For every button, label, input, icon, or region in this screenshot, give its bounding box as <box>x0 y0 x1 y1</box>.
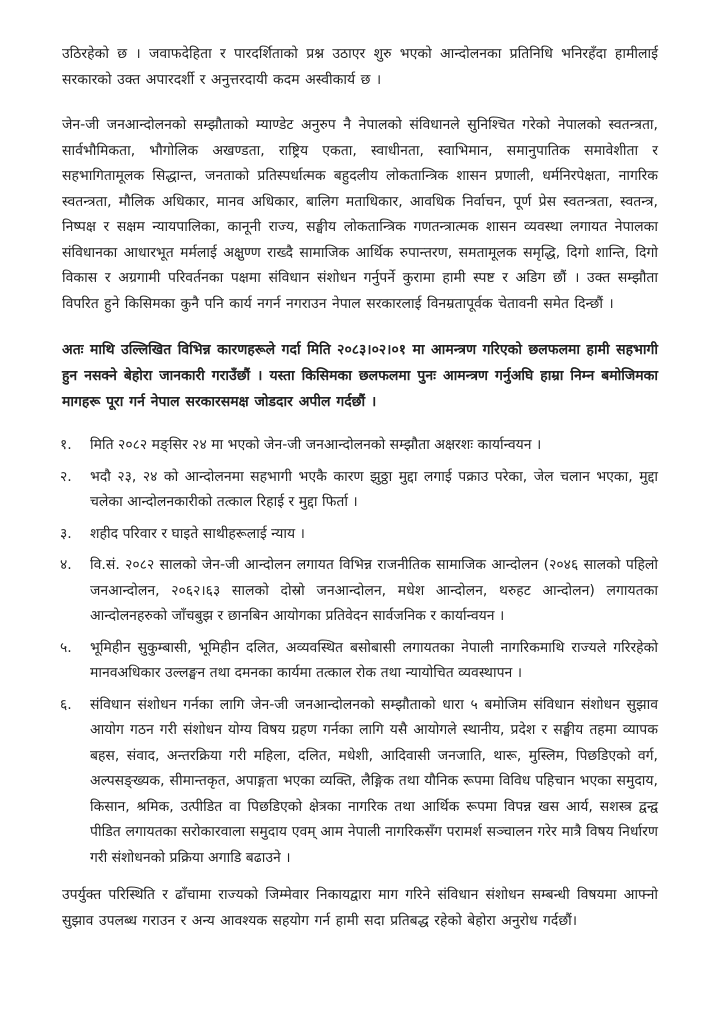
list-item-text: शहीद परिवार र घाइते साथीहरूलाई न्याय । <box>90 525 305 542</box>
list-item-number: ५. <box>60 639 72 656</box>
list-item-text: भूमिहीन सुकुम्बासी, भूमिहीन दलित, अव्यवस्थित बसोबासी लगायतका नेपाली नागरिकमाथि राज्यले गरिरहेको मानवअधिकार उल्लङ्घन तथा दमनका कार्यमा तत्काल रोक तथा न्यायोचित व्यवस्थापन । <box>90 639 658 681</box>
list-item <box>60 693 658 872</box>
list-item <box>60 522 658 548</box>
paragraph-appeal: अतः माथि उल्लिखित विभिन्न कारणहरूले गर्दा मिति २०८३।०२।०१ मा आमन्त्रण गरिएको छलफलमा हामी सहभागी हुन नसक्ने बेहोरा जानकारी गराउँछौं । यस्ता किसिमका छलफलमा पुनः आमन्त्रण गर्नुअघि हाम्रा निम्न बमोजिमका मागहरू पूरा गर्न नेपाल सरकारसमक्ष जोडदार अपील गर्दछौं । <box>62 342 658 410</box>
paragraph-intro: उठिरहेको छ । जवाफदेहिता र पारदर्शिताको प्रश्न उठाएर शुरु भएको आन्दोलनका प्रतिनिधि भनिरहँदा हामीलाई सरकारको उक्त अपारदर्शी र अनुत्तरदायी कदम अस्वीकार्य छ । <box>62 46 658 88</box>
list-item-number: ३. <box>60 525 72 542</box>
list-item-text: मिति २०८२ मङ्सिर २४ मा भएको जेन-जी जनआन्दोलनको सम्झौता अक्षरशः कार्यान्वयन । <box>90 437 542 453</box>
list-item <box>60 636 658 687</box>
list-item-number: ६. <box>60 696 72 713</box>
list-item <box>60 553 658 630</box>
list-item-text: वि.सं. २०८२ सालको जेन-जी आन्दोलन लगायत विभिन्न राजनीतिक सामाजिक आन्दोलन (२०४६ सालको पहिलो जनआन्दोलन, २०६२।६३ सालको दोस्रो जनआन्दोलन, मधेश आन्दोलन, थरुहट आन्दोलन) लगायतका आन्दोलनहरुको जाँचबुझ र छानबिन आयोगका प्रतिवेदन सार्वजनिक र कार्यान्वयन । <box>90 557 658 624</box>
demands-list <box>62 433 658 871</box>
list-item-text: संविधान संशोधन गर्नका लागि जेन-जी जनआन्दोलनको सम्झौताको धारा ५ बमोजिम संविधान संशोधन सुझाव आयोग गठन गरी संशोधन योग्य विषय ग्रहण गर्नका लागि यसै आयोगले स्थानीय, प्रदेश र सङ्घीय तहमा व्यापक बहस, संवाद, अन्तरक्रिया गरी महिला, दलित, मधेशी, आदिवासी जनजाति, थारू, मुस्लिम, पिछडिएको वर्ग, अल्पसङ्ख्यक, सीमान्तकृत, अपाङ्गता भएका व्यक्ति, लैङ्गिक तथा यौनिक रूपमा विविध पहिचान भएका समुदाय, किसान, श्रमिक, उत्पीडित वा पिछडिएको क्षेत्रका नागरिक तथा आर्थिक रूपमा विपन्न खस आर्य, सशस्त्र द्वन्द्व पीडित लगायतका सरोकारवाला समुदाय एवम् आम नेपाली नागरिकसँग परामर्श सञ्चालन गरेर मात्रै विषय निर्धारण गरी संशोधनको प्रक्रिया अगाडि बढाउने । <box>90 696 658 866</box>
paragraph-closing: उपर्युक्त परिस्थिति र ढाँचामा राज्यको जिम्मेवार निकायद्वारा माग गरिने संविधान संशोधन सम्बन्धी विषयमा आफ्नो सुझाव उपलब्ध गराउन र अन्य आवश्यक सहयोग गर्न हामी सदा प्रतिबद्ध रहेको बेहोरा अनुरोध गर्दछौं। <box>62 887 658 929</box>
paragraph-mandate: जेन-जी जनआन्दोलनको सम्झौताको म्याण्डेट अनुरुप नै नेपालको संविधानले सुनिश्चित गरेको नेपालको स्वतन्त्रता, सार्वभौमिकता, भौगोलिक अखण्डता, राष्ट्रिय एकता, स्वाधीनता, स्वाभिमान, समानुपातिक समावेशीता र सहभागितामूलक सिद्धान्त, जनताको प्रतिस्पर्धात्मक बहुदलीय लोकतान्त्रिक शासन प्रणाली, धर्मनिरपेक्षता, नागरिक स्वतन्त्रता, मौलिक अधिकार, मानव अधिकार, बालिग मताधिकार, आवधिक निर्वाचन, पूर्ण प्रेस स्वतन्त्रता, स्वतन्त्र, निष्पक्ष र सक्षम न्यायपालिका, कानूनी राज्य, सङ्घीय लोकतान्त्रिक गणतन्त्रात्मक शासन व्यवस्था लगायत नेपालका संविधानका आधारभूत मर्मलाई अक्षुण्ण राख्दै सामाजिक आर्थिक रुपान्तरण, समतामूलक समृद्धि, दिगो शान्ति, दिगो विकास र अग्रगामी परिवर्तनका पक्षमा संविधान संशोधन गर्नुपर्ने कुरामा हामी स्पष्ट र अडिग छौं । उक्त सम्झौता विपरित हुने किसिमका कुनै पनि कार्य नगर्न नगराउन नेपाल सरकारलाई विनम्रतापूर्वक चेतावनी समेत दिन्छौं । <box>62 117 658 312</box>
list-item-text: भदौ २३, २४ को आन्दोलनमा सहभागी भएकै कारण झुठ्ठा मुद्दा लगाई पक्राउ परेका, जेल चलान भएका, मुद्दा चलेका आन्दोलनकारीको तत्काल रिहाई र मुद्दा फिर्ता । <box>90 468 658 510</box>
list-item <box>60 433 658 459</box>
list-item-number: १. <box>60 437 72 453</box>
list-item-number: ४. <box>60 557 72 573</box>
list-item <box>60 465 658 516</box>
list-item-number: २. <box>60 468 72 485</box>
